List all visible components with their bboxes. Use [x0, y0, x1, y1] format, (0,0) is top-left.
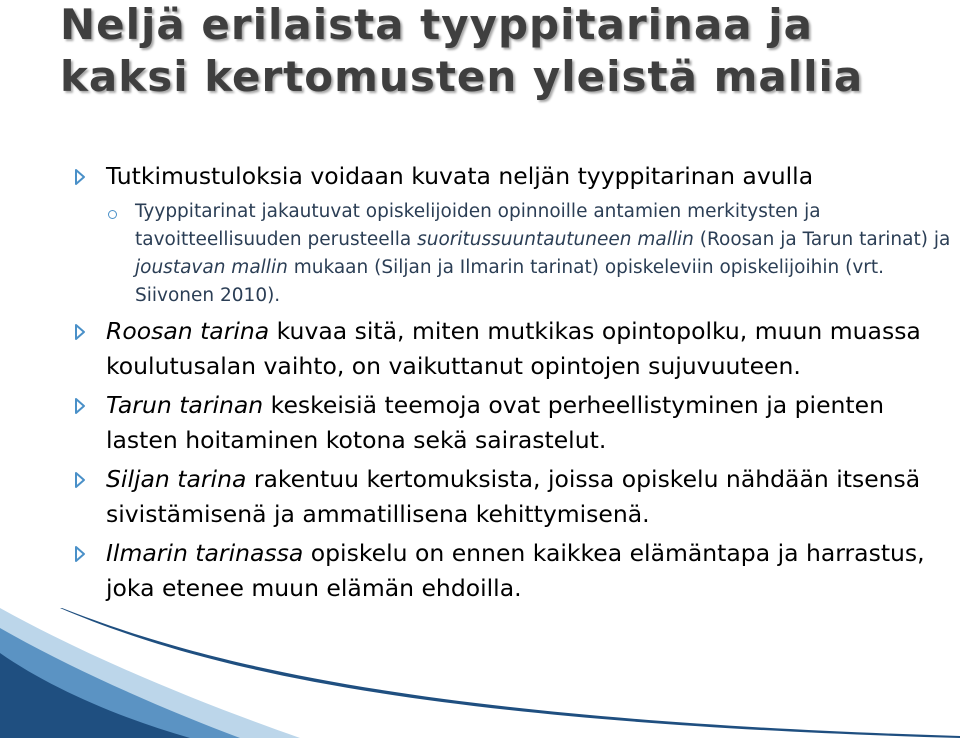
chevron-right-icon: [70, 470, 90, 490]
sub-list-item: [70, 198, 955, 310]
list-item: [70, 159, 955, 194]
list-item: [70, 462, 955, 532]
corner-swoosh-decoration: [0, 608, 960, 738]
list-item-emphasis: Ilmarin tarinassa: [106, 539, 304, 567]
list-item-emphasis: Roosan tarina: [106, 317, 270, 345]
list-item-text: kuvaa sitä, miten mutkikas opintopolku, muun muassa koulutusalan vaihto, on vaikuttanut opintojen sujuvuuteen.: [106, 317, 921, 380]
list-item: [70, 536, 955, 606]
list-item-emphasis: Siljan tarina: [106, 465, 247, 493]
sub-item-emphasis-1: suoritussuuntautuneen mallin: [417, 229, 694, 250]
chevron-right-icon: [70, 544, 90, 564]
list-item-emphasis: Tarun tarinan: [106, 391, 264, 419]
sub-item-text-part-1: Tyyppitarinat jakautuvat opiskelijoiden opinnoille antamien merkitysten ja tavoitteellisuuden perusteella: [135, 201, 821, 250]
slide-title: [60, 0, 940, 104]
list-item-text: keskeisiä teemoja ovat perheellistyminen ja pienten lasten hoitaminen kotona sekä sairastelut.: [106, 391, 885, 454]
title-line-1: Neljä erilaista tyyppitarinaa ja: [60, 0, 813, 49]
circle-outline-icon: [108, 210, 117, 219]
bullet-list: [70, 155, 955, 610]
list-item: [70, 314, 955, 384]
title-line-2: kaksi kertomusten yleistä mallia: [60, 52, 864, 101]
sub-item-text-part-2: (Roosan ja Tarun tarinat) ja: [693, 229, 951, 250]
list-item-text: opiskelu on ennen kaikkea elämäntapa ja harrastus, joka etenee muun elämän ehdoilla.: [106, 539, 925, 602]
chevron-right-icon: [70, 322, 90, 342]
chevron-right-icon: [70, 396, 90, 416]
list-item-text: Tutkimustuloksia voidaan kuvata neljän tyyppitarinan avulla: [106, 162, 814, 190]
sub-item-emphasis-2: joustavan mallin: [135, 257, 288, 278]
chevron-right-icon: [70, 167, 90, 187]
sub-item-text-part-3: mukaan (Siljan ja Ilmarin tarinat) opiskeleviin opiskelijoihin (vrt. Siivonen 2010).: [135, 257, 885, 306]
list-item: [70, 388, 955, 458]
list-item-text: rakentuu kertomuksista, joissa opiskelu nähdään itsensä sivistämisenä ja ammatillisena kehittymisenä.: [106, 465, 921, 528]
